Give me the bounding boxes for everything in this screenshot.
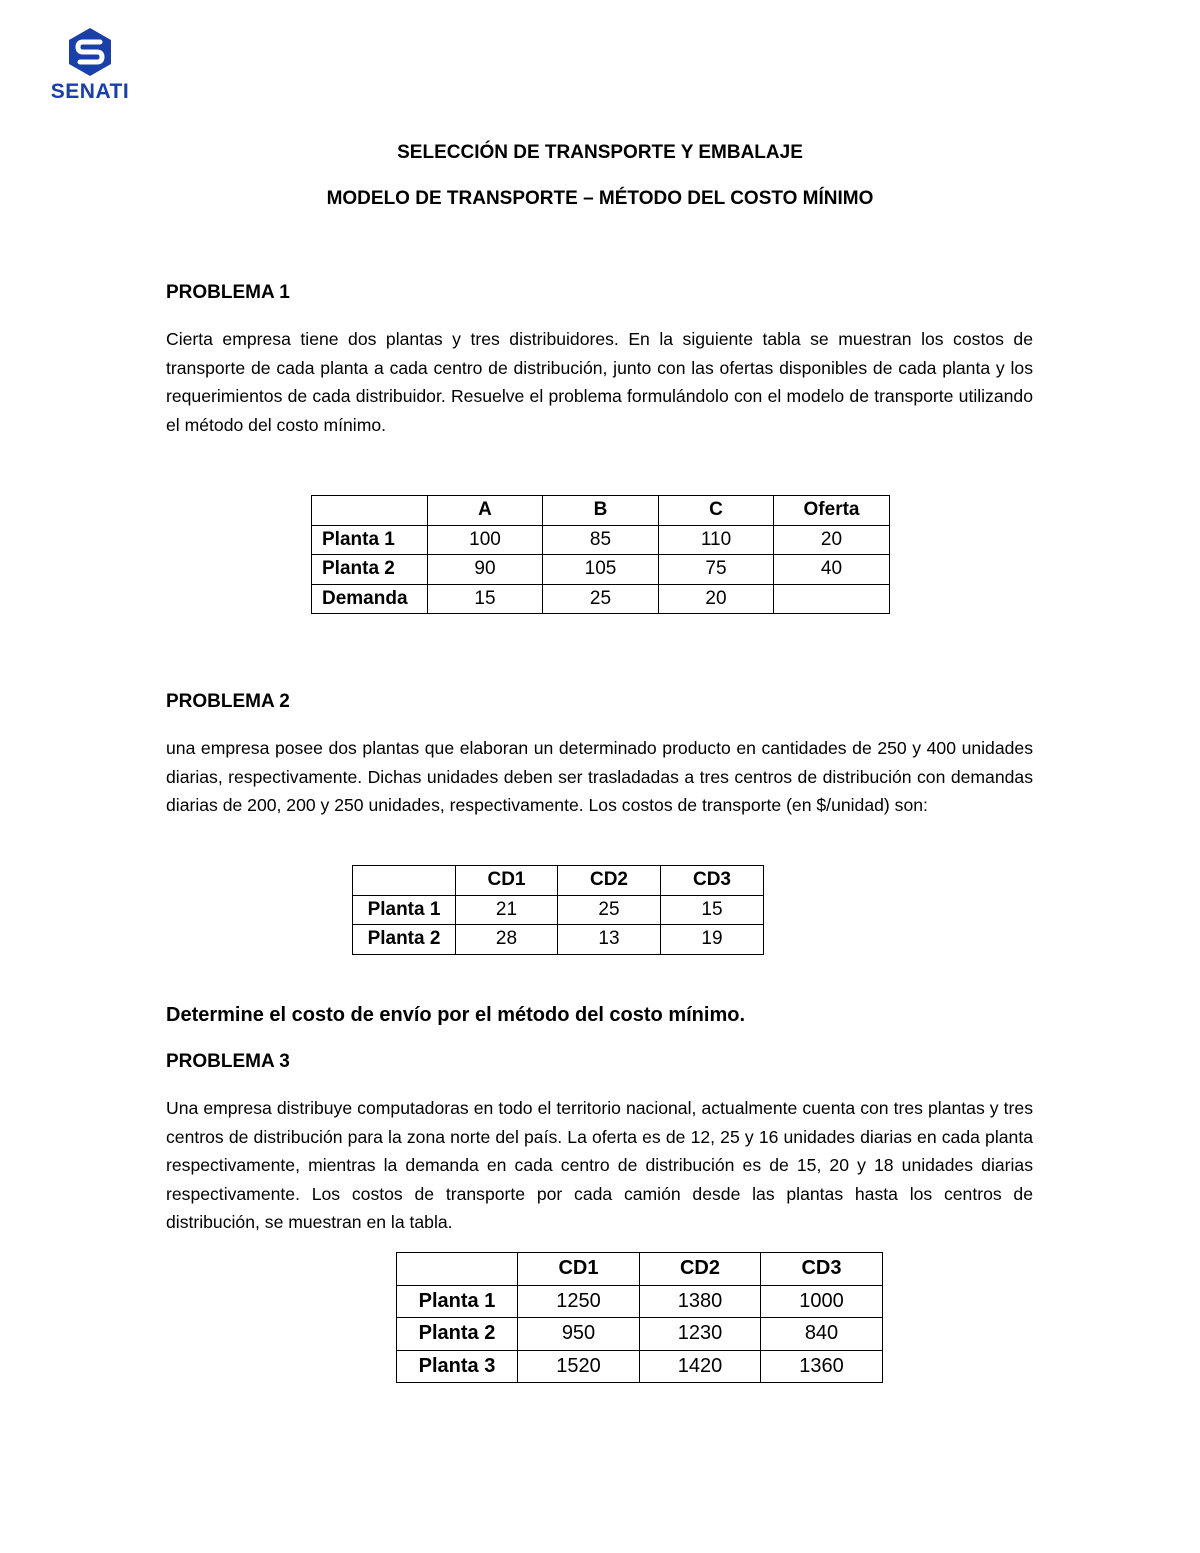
table-header-cell xyxy=(312,496,428,526)
table-header-cell: CD2 xyxy=(558,866,661,896)
table-header-cell: Oferta xyxy=(774,496,890,526)
problem-1-text: Cierta empresa tiene dos plantas y tres distribuidores. En la siguiente tabla se muestran los costos de transporte de cada planta a cada centro de distribución, junto con las ofertas disponibles de cada planta y los requerimientos de cada distribuidor. Resuelve el problema formulándolo con el modelo de transporte utilizando el método del costo mínimo. xyxy=(166,329,1033,435)
problem-3-text: Una empresa distribuye computadoras en todo el territorio nacional, actualmente cuenta con tres plantas y tres centros de distribución para la zona norte del país. La oferta es de 12, 25 y 16 unidades diarias en cada planta respectivamente, mientras la demanda en cada centro de distribución es de 15, 20 y 18 unidades diarias respectivamente. Los costos de transporte por cada camión desde las plantas hasta los centros de distribución, se muestran en la tabla. xyxy=(166,1098,1033,1233)
table-header-cell xyxy=(353,866,456,896)
table-row xyxy=(353,925,764,955)
table-header-row xyxy=(353,866,764,896)
problem-1-cost-table xyxy=(311,495,890,614)
table-row xyxy=(397,1285,883,1318)
table-header-cell: C xyxy=(659,496,774,526)
table-cell: 20 xyxy=(774,525,890,555)
table-cell: 20 xyxy=(659,584,774,614)
table-row xyxy=(353,895,764,925)
table-cell: 1230 xyxy=(640,1318,761,1351)
table-cell: 21 xyxy=(456,895,558,925)
table-cell: 1250 xyxy=(518,1285,640,1318)
problem-3-cost-table xyxy=(396,1252,883,1383)
table-row xyxy=(397,1318,883,1351)
table-cell: 105 xyxy=(543,555,659,585)
problem-3-heading: PROBLEMA 3 xyxy=(166,1051,290,1072)
table-cell: 1520 xyxy=(518,1350,640,1383)
table-cell: 25 xyxy=(543,584,659,614)
table-cell: 85 xyxy=(543,525,659,555)
table-row xyxy=(312,525,890,555)
row-label: Planta 1 xyxy=(397,1285,518,1318)
row-label: Planta 1 xyxy=(312,525,428,555)
row-label: Planta 3 xyxy=(397,1350,518,1383)
logo-text: SENATI xyxy=(50,80,130,103)
row-label: Planta 1 xyxy=(353,895,456,925)
table-cell: 75 xyxy=(659,555,774,585)
table-header-cell xyxy=(397,1253,518,1286)
table-cell: 90 xyxy=(428,555,543,585)
table-header-row xyxy=(397,1253,883,1286)
table-cell: 110 xyxy=(659,525,774,555)
table-cell: 1420 xyxy=(640,1350,761,1383)
senati-logo xyxy=(44,26,136,104)
table-cell: 15 xyxy=(661,895,764,925)
problem-2-heading: PROBLEMA 2 xyxy=(166,691,290,712)
table-row xyxy=(312,555,890,585)
table-cell: 1000 xyxy=(761,1285,883,1318)
table-header-cell: CD3 xyxy=(761,1253,883,1286)
row-label: Planta 2 xyxy=(312,555,428,585)
table-cell: 1380 xyxy=(640,1285,761,1318)
problem-2-cost-table xyxy=(352,865,764,955)
problem-2-statement: Determine el costo de envío por el método del costo mínimo. xyxy=(166,1004,745,1026)
table-cell: 25 xyxy=(558,895,661,925)
senati-emblem-icon xyxy=(66,26,114,78)
table-cell: 28 xyxy=(456,925,558,955)
row-label: Demanda xyxy=(312,584,428,614)
table-cell: 40 xyxy=(774,555,890,585)
table-cell: 840 xyxy=(761,1318,883,1351)
row-label: Planta 2 xyxy=(397,1318,518,1351)
table-row xyxy=(397,1350,883,1383)
document-subtitle: MODELO DE TRANSPORTE – MÉTODO DEL COSTO MÍNIMO xyxy=(326,188,874,209)
table-cell: 19 xyxy=(661,925,764,955)
table-cell: 100 xyxy=(428,525,543,555)
table-header-cell: CD2 xyxy=(640,1253,761,1286)
row-label: Planta 2 xyxy=(353,925,456,955)
table-header-cell: CD1 xyxy=(456,866,558,896)
table-cell: 1360 xyxy=(761,1350,883,1383)
document-title: SELECCIÓN DE TRANSPORTE Y EMBALAJE xyxy=(397,142,803,163)
table-header-cell: CD1 xyxy=(518,1253,640,1286)
table-cell xyxy=(774,584,890,614)
table-cell: 950 xyxy=(518,1318,640,1351)
table-cell: 15 xyxy=(428,584,543,614)
table-row xyxy=(312,584,890,614)
table-header-cell: CD3 xyxy=(661,866,764,896)
table-cell: 13 xyxy=(558,925,661,955)
table-header-cell: A xyxy=(428,496,543,526)
table-header-cell: B xyxy=(543,496,659,526)
table-header-row xyxy=(312,496,890,526)
problem-2-text: una empresa posee dos plantas que elaboran un determinado producto en cantidades de 250 y 400 unidades diarias, respectivamente. Dichas unidades deben ser trasladadas a tres centros de distribución con demandas diarias de 200, 200 y 250 unidades, respectivamente. Los costos de transporte (en $/unidad) son: xyxy=(166,738,1033,816)
problem-1-heading: PROBLEMA 1 xyxy=(166,282,290,303)
